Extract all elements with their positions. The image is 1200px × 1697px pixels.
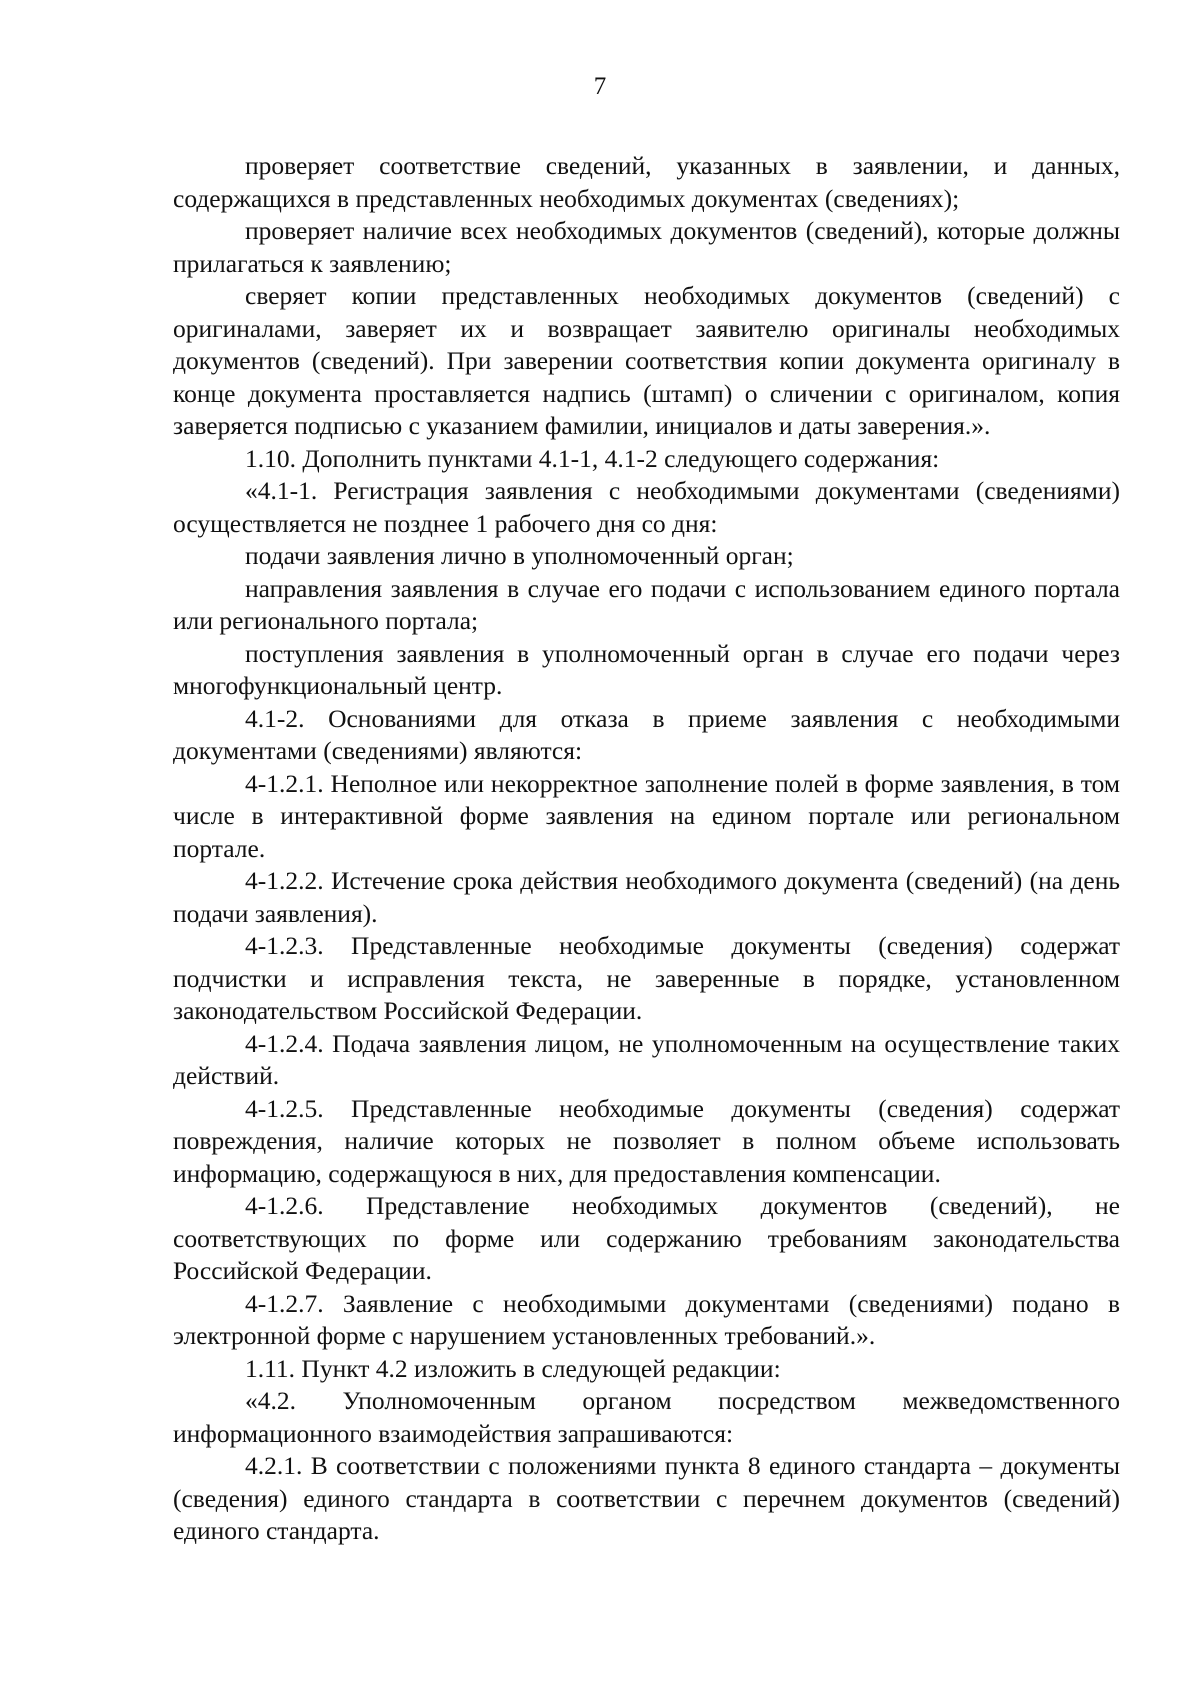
document-body <box>173 150 1120 1548</box>
paragraph: 4-1.2.4. Подача заявления лицом, не уполномоченным на осуществление таких действий. <box>173 1028 1120 1090</box>
paragraph: 1.10. Дополнить пунктами 4.1-1, 4.1-2 следующего содержания: <box>245 443 940 473</box>
paragraph: сверяет копии представленных необходимых документов (сведений) с оригиналами, заверяет их и возвращает заявителю оригиналы необходимых документов (сведений). При заверении соответствия копии документа оригиналу в конце документа проставляется надпись (штамп) о сличении с оригиналом, копия заверяется подписью с указанием фамилии, инициалов и даты заверения.». <box>173 281 1120 440</box>
paragraph: 4-1.2.3. Представленные необходимые документы (сведения) содержат подчистки и исправления текста, не заверенные в порядке, установленном законодательством Российской Федерации. <box>173 931 1120 1025</box>
paragraph: 4-1.2.7. Заявление с необходимыми документами (сведениями) подано в электронной форме с нарушением установленных требований.». <box>173 1288 1120 1350</box>
paragraph: 4.1-2. Основаниями для отказа в приеме заявления с необходимыми документами (сведениями) являются: <box>173 703 1120 765</box>
paragraph: поступления заявления в уполномоченный орган в случае его подачи через многофункциональный центр. <box>173 638 1120 700</box>
paragraph: проверяет соответствие сведений, указанных в заявлении, и данных, содержащихся в представленных необходимых документах (сведениях); <box>173 151 1120 213</box>
paragraph: 4-1.2.6. Представление необходимых документов (сведений), не соответствующих по форме или содержанию требованиям законодательства Российской Федерации. <box>173 1191 1120 1285</box>
paragraph: «4.1-1. Регистрация заявления с необходимыми документами (сведениями) осуществляется не позднее 1 рабочего дня со дня: <box>173 476 1120 538</box>
paragraph: проверяет наличие всех необходимых документов (сведений), которые должны прилагаться к заявлению; <box>173 216 1120 278</box>
paragraph: 1.11. Пункт 4.2 изложить в следующей редакции: <box>245 1353 781 1383</box>
paragraph: 4-1.2.5. Представленные необходимые документы (сведения) содержат повреждения, наличие которых не позволяет в полном объеме использовать информацию, содержащуюся в них, для предоставления компенсации. <box>173 1093 1120 1188</box>
paragraph: 4-1.2.2. Истечение срока действия необходимого документа (сведений) (на день подачи заявления). <box>173 866 1120 928</box>
paragraph: 4-1.2.1. Неполное или некорректное заполнение полей в форме заявления, в том числе в интерактивной форме заявления на едином портале или региональном портале. <box>173 768 1120 863</box>
paragraph: «4.2. Уполномоченным органом посредством межведомственного информационного взаимодействия запрашиваются: <box>173 1386 1120 1448</box>
page-number: 7 <box>593 73 607 100</box>
paragraph: 4.2.1. В соответствии с положениями пункта 8 единого стандарта – документы (сведения) единого стандарта в соответствии с перечнем документов (сведений) единого стандарта. <box>173 1451 1120 1545</box>
paragraph: подачи заявления лично в уполномоченный орган; <box>245 541 794 570</box>
paragraph: направления заявления в случае его подачи с использованием единого портала или регионального портала; <box>173 573 1120 635</box>
